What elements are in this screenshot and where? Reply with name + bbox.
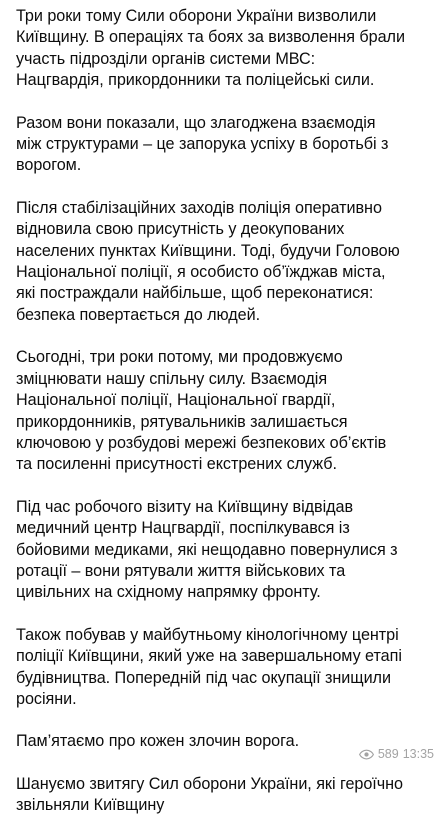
post-closing-paragraph (16, 774, 436, 817)
view-count: 589 (377, 747, 399, 761)
post-paragraph-6: Також побував у майбутньому кінологічному центрі поліції Київщини, який уже на завершальному етапі будівництва. Попередній під час окупації знищили росіяни. (16, 625, 402, 708)
post-paragraph-2: Разом вони показали, що злагоджена взаємодія між структурами – це запорука успіху в боротьбі з ворогом. (16, 113, 389, 175)
post-closing-text: Шануємо звитягу Сил оборони України, які героїчно звільняли Київщину (16, 774, 403, 815)
post-paragraph-4: Сьогодні, три роки потому, ми продовжуємо зміцнювати нашу спільну силу. Взаємодія Національної поліції, Національної гвардії, прикордонників, рятувальників залишається ключовою у розбудові мережі безпекових об’єктів та посиленні присутності екстрених служб. (16, 348, 387, 474)
ukraine-flag-icon (168, 799, 185, 811)
eye-icon (359, 749, 374, 760)
post-paragraph-7: Пам’ятаємо про кожен злочин ворога. (16, 732, 300, 751)
post-time: 13:35 (402, 747, 434, 761)
post-paragraph-5: Під час робочого візиту на Київщину відвідав медичний центр Нацгвардії, поспілкувався із бойовими медиками, які нещодавно повернулися з ротації – вони рятували життя військових та цивільних на східному напрямку фронту. (16, 497, 398, 602)
post-paragraph-3: Після стабілізаційних заходів поліція оперативно відновила свою присутність у деокупованих населених пунктах Київщини. Тоді, будучи Головою Національної поліції, я особисто об’їжджав міста, які постраждали найбільше, щоб переконатися: безпека повертається до людей. (16, 198, 400, 324)
post-meta (359, 747, 434, 761)
post-paragraph-1: Три роки тому Сили оборони України визволили Київщину. В операціях та боях за визволення брали участь підрозділи органів системи МВС: Нацгвардія, прикордонники та поліцейські сили. (16, 7, 405, 90)
